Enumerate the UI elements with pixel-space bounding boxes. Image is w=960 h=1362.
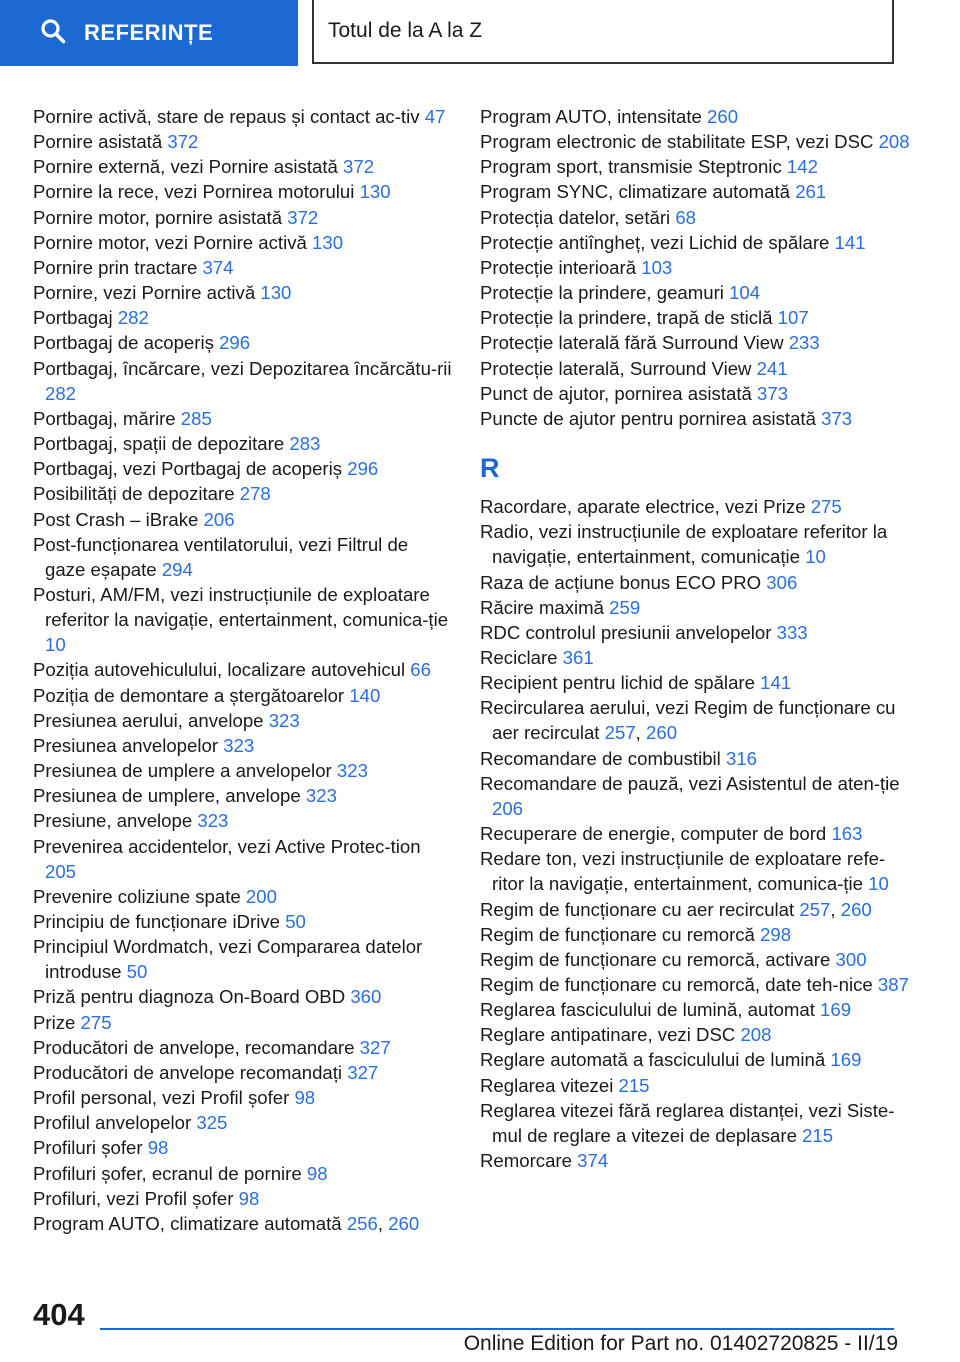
index-entry xyxy=(33,507,453,532)
index-entry-text: Poziția de demontare a ștergătoarelor xyxy=(33,684,345,706)
index-entry xyxy=(480,1098,910,1148)
index-entry-text: Prevenire coliziune spate xyxy=(33,885,241,907)
page-reference-link[interactable]: 360 xyxy=(350,986,382,1008)
index-entry xyxy=(33,733,453,758)
page-reference-link[interactable]: 169 xyxy=(820,999,852,1021)
page-reference-link[interactable]: 10 xyxy=(805,546,826,568)
index-entry xyxy=(480,1148,910,1173)
index-entry xyxy=(480,255,910,280)
footer-divider xyxy=(100,1328,894,1330)
page-reference-link[interactable]: 233 xyxy=(788,332,820,354)
page-reference-link[interactable]: 98 xyxy=(294,1087,316,1109)
index-entry-text: Prevenirea accidentelor, vezi Active Protec‐tion xyxy=(33,835,421,857)
index-entry-text: Program electronic de stabilitate ESP, vezi DSC xyxy=(480,131,874,153)
index-entry xyxy=(480,570,910,595)
index-entry xyxy=(33,255,453,280)
page-reference-link[interactable]: 323 xyxy=(223,734,255,756)
page-reference-link[interactable]: 50 xyxy=(285,911,306,932)
page-reference-link[interactable]: 374 xyxy=(577,1150,609,1172)
page-reference-link[interactable]: 206 xyxy=(203,508,235,530)
index-entry-text: Protecție la prindere, geamuri xyxy=(480,282,724,304)
search-icon xyxy=(40,18,84,49)
page-reference-link[interactable]: 387 xyxy=(877,974,909,995)
index-entry xyxy=(33,280,453,305)
index-entry-text: Presiune, anvelope xyxy=(33,810,193,832)
index-entry-text: Presiunea aerului, anvelope xyxy=(33,709,264,731)
index-entry-text: Regim de funcționare cu aer recirculat xyxy=(480,898,795,920)
page-reference-link[interactable]: 130 xyxy=(359,181,391,203)
index-entry xyxy=(33,1010,453,1035)
index-entry-text: Post Crash – iBrake xyxy=(33,508,199,530)
index-entry xyxy=(480,154,910,179)
page-reference-link[interactable]: 206 xyxy=(492,797,524,819)
index-entry-text: Reciclare xyxy=(480,646,558,668)
index-entry xyxy=(33,1161,453,1186)
page-reference-link[interactable]: 257 xyxy=(799,898,831,920)
page-reference-link[interactable]: 327 xyxy=(347,1061,379,1083)
index-entry-text: Reglarea fasciculului de lumină, automat xyxy=(480,999,815,1021)
index-entry-text: Program sport, transmisie Steptronic xyxy=(480,156,782,178)
index-entry xyxy=(480,1073,910,1098)
index-entry xyxy=(33,154,453,179)
index-entry-text: Protecția datelor, setări xyxy=(480,206,671,228)
section-letter-r: R xyxy=(480,453,500,484)
index-entry-text: Reglarea vitezei xyxy=(480,1074,614,1096)
index-entry-text: Protecție laterală fără Surround View xyxy=(480,332,784,354)
index-entry-text: Profiluri șofer, ecranul de pornire xyxy=(33,1162,302,1184)
index-column-left xyxy=(33,104,453,1236)
page-reference-link[interactable]: 130 xyxy=(260,282,292,304)
index-entry xyxy=(480,821,910,846)
page-reference-link[interactable]: 333 xyxy=(776,621,808,643)
index-entry-text: Program SYNC, climatizare automată xyxy=(480,181,791,203)
index-entry-text: Portbagaj, încărcare, vezi Depozitarea încărcătu‐rii xyxy=(33,357,452,379)
index-entry-text: RDC controlul presiunii anvelopelor xyxy=(480,621,772,643)
index-entry-text: Recuperare de energie, computer de bord xyxy=(480,823,827,845)
section-title-tab[interactable]: Totul de la A la Z xyxy=(312,0,894,64)
index-entry xyxy=(480,179,910,204)
page-reference-link[interactable]: 142 xyxy=(786,156,818,178)
page-reference-link[interactable]: 282 xyxy=(45,382,77,404)
page-reference-link[interactable]: 372 xyxy=(343,156,375,178)
index-entry: Regim de funcționare cu aer recirculat 257, 260 xyxy=(480,898,872,920)
page-reference-link[interactable]: 316 xyxy=(725,747,758,769)
page-reference-link[interactable]: 283 xyxy=(289,433,321,455)
index-entry xyxy=(33,758,453,783)
index-entry xyxy=(480,746,910,771)
index-entry xyxy=(480,280,910,305)
index-entry-text: Principiul Wordmatch, vezi Compararea datelor introduse xyxy=(33,936,423,983)
index-entry-text: Priză pentru diagnoza On-Board OBD xyxy=(33,986,346,1008)
page-reference-link[interactable]: 260 xyxy=(707,106,739,127)
page-reference-link[interactable]: 260 xyxy=(840,898,872,920)
index-entry-text: Pornire motor, pornire asistată xyxy=(33,206,283,228)
index-entry xyxy=(33,708,453,733)
page-reference-link[interactable]: 107 xyxy=(777,307,809,329)
page-reference-link[interactable]: 373 xyxy=(821,407,853,429)
index-entry xyxy=(33,1135,453,1160)
page-reference-link[interactable]: 306 xyxy=(766,571,798,593)
index-entry xyxy=(33,356,453,406)
index-entry xyxy=(33,657,453,682)
index-entry-text: Remorcare xyxy=(480,1150,572,1172)
index-entry xyxy=(33,431,453,456)
index-entry xyxy=(480,356,910,381)
page-reference-link[interactable]: 208 xyxy=(878,131,910,153)
index-entry-text: Post-funcționarea ventilatorului, vezi Filtrul de gaze eșapate xyxy=(33,533,409,580)
index-column-right xyxy=(480,104,910,1173)
index-entry xyxy=(33,532,453,582)
index-entry-text: Reglare automată a fasciculului de lumină xyxy=(480,1049,826,1071)
index-entry-text: Recircularea aerului, vezi Regim de funcționare cu aer recirculat xyxy=(480,697,896,744)
index-entry-text: Portbagaj xyxy=(33,307,113,329)
index-entry-text: Răcire maximă xyxy=(480,596,604,618)
page-reference-link[interactable]: 47 xyxy=(424,106,446,127)
index-entry xyxy=(480,670,910,695)
index-entry xyxy=(480,947,910,972)
page-reference-link[interactable]: 323 xyxy=(268,709,300,731)
index-entry xyxy=(480,997,910,1022)
page-reference-link[interactable]: 260 xyxy=(646,722,678,744)
page-reference-link[interactable]: 275 xyxy=(80,1011,112,1033)
index-entry-text: Pornire, vezi Pornire activă xyxy=(33,282,256,304)
page-reference-link[interactable]: 372 xyxy=(287,206,319,228)
index-entry-text: Recomandare de combustibil xyxy=(480,747,721,769)
index-entry-text: Regim de funcționare cu remorcă xyxy=(480,923,755,945)
page-reference-link[interactable]: 260 xyxy=(388,1212,420,1234)
index-entry xyxy=(480,494,910,519)
page-reference-link[interactable]: 66 xyxy=(410,659,431,681)
page-reference-link[interactable]: 361 xyxy=(562,646,594,668)
index-entry xyxy=(480,104,910,129)
index-group-p xyxy=(480,104,910,431)
page-reference-link[interactable]: 298 xyxy=(760,923,792,945)
page-reference-link[interactable]: 294 xyxy=(161,558,193,580)
page-reference-link[interactable]: 372 xyxy=(167,131,199,153)
index-entry xyxy=(480,305,910,330)
index-entry xyxy=(33,1186,453,1211)
index-entry-text: Reglare antipatinare, vezi DSC xyxy=(480,1024,736,1046)
index-entry-text: Radio, vezi instrucțiunile de exploatare referitor la navigație, entertainment, comunicație xyxy=(480,521,888,568)
page-reference-link[interactable]: 323 xyxy=(197,810,229,832)
index-entry xyxy=(480,595,910,620)
edition-footer: Online Edition for Part no. 01402720825 - II/19 xyxy=(463,1332,898,1355)
page-reference-link[interactable]: 205 xyxy=(45,860,77,882)
index-entry xyxy=(480,330,910,355)
index-entry-text: Presiunea de umplere, anvelope xyxy=(33,785,301,807)
index-entry xyxy=(480,381,910,406)
index-entry xyxy=(480,1047,910,1072)
index-entry-text: Portbagaj, spații de depozitare xyxy=(33,433,285,455)
index-entry: Program AUTO, climatizare automată 256, 260 xyxy=(33,1212,420,1234)
page-reference-link[interactable]: 323 xyxy=(336,760,368,782)
index-entry xyxy=(33,884,453,909)
page-reference-link[interactable]: 68 xyxy=(675,206,697,228)
index-entry-text: Pornire la rece, vezi Pornirea motorului xyxy=(33,181,355,203)
page-reference-link[interactable]: 200 xyxy=(245,885,277,907)
index-entry xyxy=(33,1110,453,1135)
page-reference-link[interactable]: 300 xyxy=(835,948,867,970)
index-entry xyxy=(33,909,453,934)
index-entry xyxy=(33,129,453,154)
page-reference-link[interactable]: 257 xyxy=(604,722,636,744)
page-reference-link[interactable]: 130 xyxy=(312,231,344,253)
page-reference-link[interactable]: 163 xyxy=(831,823,863,845)
page-reference-link[interactable]: 10 xyxy=(45,634,66,656)
index-entry xyxy=(480,129,910,154)
index-entry xyxy=(480,645,910,670)
page-reference-link[interactable]: 261 xyxy=(795,181,827,203)
page-reference-link[interactable]: 98 xyxy=(306,1162,328,1184)
page-reference-link[interactable]: 169 xyxy=(830,1049,862,1071)
index-entry xyxy=(480,846,910,896)
page-reference-link[interactable]: 325 xyxy=(196,1112,228,1134)
page-reference-link[interactable]: 256 xyxy=(346,1212,378,1234)
index-entry xyxy=(33,783,453,808)
index-entry xyxy=(33,1035,453,1060)
index-entry-text: Portbagaj de acoperiș xyxy=(33,332,214,354)
index-entry-text: Program AUTO, climatizare automată xyxy=(33,1212,342,1234)
index-entry-text: Producători de anvelope, recomandare xyxy=(33,1036,355,1058)
index-entry-text: Poziția autovehiculului, localizare autovehicul xyxy=(33,659,406,681)
index-entry-text: Recomandare de pauză, vezi Asistentul de aten‐ție xyxy=(480,772,900,794)
page-reference-link[interactable]: 282 xyxy=(117,307,149,329)
index-entry xyxy=(33,230,453,255)
index-entry xyxy=(33,683,453,708)
index-entry-text: Pornire prin tractare xyxy=(33,256,198,278)
index-entry xyxy=(33,808,453,833)
index-entry-text: Producători de anvelope recomandați xyxy=(33,1061,343,1083)
page-reference-link[interactable]: 323 xyxy=(305,785,337,807)
index-entry-text: Presiunea anvelopelor xyxy=(33,734,219,756)
page-reference-link[interactable]: 259 xyxy=(609,596,641,618)
page-number: 404 xyxy=(33,1297,85,1332)
page-reference-link[interactable]: 296 xyxy=(347,458,379,480)
index-entry-text: Posibilități de depozitare xyxy=(33,483,235,505)
index-entry-text: Program AUTO, intensitate xyxy=(480,106,702,127)
index-entry xyxy=(33,205,453,230)
index-entry xyxy=(33,330,453,355)
index-entry-text: Recipient pentru lichid de spălare xyxy=(480,672,755,694)
referinte-tab[interactable] xyxy=(0,0,298,66)
index-entry-text: Pornire asistată xyxy=(33,131,163,153)
page-reference-link[interactable]: 215 xyxy=(618,1074,650,1096)
index-entry-text: Presiunea de umplere a anvelopelor xyxy=(33,760,332,782)
index-entry xyxy=(33,834,453,884)
page-reference-link[interactable]: 103 xyxy=(641,256,673,278)
index-entry-text: Protecție antiîngheț, vezi Lichid de spălare xyxy=(480,231,830,253)
index-entry-text: Protecție la prindere, trapă de sticlă xyxy=(480,307,773,329)
page-reference-link[interactable]: 285 xyxy=(180,407,212,429)
index-entry xyxy=(480,972,910,997)
index-entry xyxy=(480,205,910,230)
index-entry-text: Redare ton, vezi instrucțiunile de exploatare refe‐ritor la navigație, entertainment, comunica‐ție xyxy=(480,848,886,895)
index-entry-text: Punct de ajutor, pornirea asistată xyxy=(480,382,752,404)
index-entry xyxy=(33,1085,453,1110)
index-entry-text: Profil personal, vezi Profil șofer xyxy=(33,1087,290,1109)
page-reference-link[interactable]: 327 xyxy=(359,1036,391,1058)
index-entry-text: Prize xyxy=(33,1011,76,1033)
index-entry xyxy=(480,406,910,431)
index-group-r xyxy=(480,494,910,1173)
index-entry xyxy=(33,104,453,129)
page-reference-link[interactable]: 141 xyxy=(834,231,866,253)
index-entry-text: Portbagaj, mărire xyxy=(33,407,176,429)
index-entry-text: Protecție interioară xyxy=(480,256,637,278)
index-entry-text: Profiluri șofer xyxy=(33,1137,143,1159)
index-entry xyxy=(33,984,453,1009)
index-entry-text: Posturi, AM/FM, vezi instrucțiunile de exploatare referitor la navigație, entertainment, comunica‐ție xyxy=(33,583,449,631)
index-entry-text: Reglarea vitezei fără reglarea distanței, vezi Siste‐mul de reglare a vitezei de deplasare xyxy=(480,1099,895,1146)
index-entry xyxy=(33,456,453,481)
index-entry xyxy=(33,406,453,431)
page-reference-link[interactable]: 374 xyxy=(202,256,234,278)
page-reference-link[interactable]: 215 xyxy=(802,1124,834,1146)
index-entry xyxy=(33,934,453,984)
page-reference-link[interactable]: 296 xyxy=(219,332,251,354)
index-entry-text: Pornire activă, stare de repaus și contact ac‐tiv xyxy=(33,106,420,127)
page-reference-link[interactable]: 98 xyxy=(238,1187,260,1209)
index-entry-text: Profilul anvelopelor xyxy=(33,1112,192,1134)
index-entry-text: Regim de funcționare cu remorcă, date teh‐nice xyxy=(480,974,873,995)
index-entry-text: Pornire motor, vezi Pornire activă xyxy=(33,231,307,253)
page-reference-link[interactable]: 98 xyxy=(147,1137,169,1159)
page-reference-link[interactable]: 104 xyxy=(729,282,761,304)
page-reference-link[interactable]: 241 xyxy=(756,357,788,379)
index-entry xyxy=(480,771,910,821)
page-reference-link[interactable]: 208 xyxy=(740,1024,772,1046)
page-reference-link[interactable]: 140 xyxy=(349,684,381,706)
index-entry-text: Protecție laterală, Surround View xyxy=(480,357,752,379)
index-entry-text: Profiluri, vezi Profil șofer xyxy=(33,1187,234,1209)
page-reference-link[interactable]: 141 xyxy=(760,672,792,694)
index-entry-text: Principiu de funcționare iDrive xyxy=(33,911,281,932)
index-entry xyxy=(33,305,453,330)
page-reference-link[interactable]: 278 xyxy=(239,483,271,505)
index-entry xyxy=(480,230,910,255)
page-reference-link[interactable]: 373 xyxy=(757,382,789,404)
index-entry-text: Puncte de ajutor pentru pornirea asistată xyxy=(480,407,816,429)
index-entry xyxy=(33,582,453,657)
referinte-tab-label: REFERINȚE xyxy=(84,20,214,45)
index-entry xyxy=(480,922,910,947)
index-entry: Recircularea aerului, vezi Regim de funcționare cu aer recirculat 257, 260 xyxy=(480,697,896,744)
index-entry-text: Raza de acțiune bonus ECO PRO xyxy=(480,571,762,593)
page-reference-link[interactable]: 50 xyxy=(126,961,148,983)
index-entry-text: Portbagaj, vezi Portbagaj de acoperiș xyxy=(33,458,343,480)
index-entry-text: Pornire externă, vezi Pornire asistată xyxy=(33,156,338,178)
page-reference-link[interactable]: 10 xyxy=(868,873,889,895)
page-reference-link[interactable]: 275 xyxy=(810,496,842,518)
index-entry xyxy=(33,179,453,204)
index-entry xyxy=(480,620,910,645)
index-entry-text: Racordare, aparate electrice, vezi Prize xyxy=(480,496,806,518)
index-entry xyxy=(480,1022,910,1047)
index-entry xyxy=(33,481,453,506)
index-entry-text: Regim de funcționare cu remorcă, activare xyxy=(480,948,831,970)
index-entry xyxy=(480,519,910,569)
page-header xyxy=(0,0,960,68)
index-entry xyxy=(33,1060,453,1085)
